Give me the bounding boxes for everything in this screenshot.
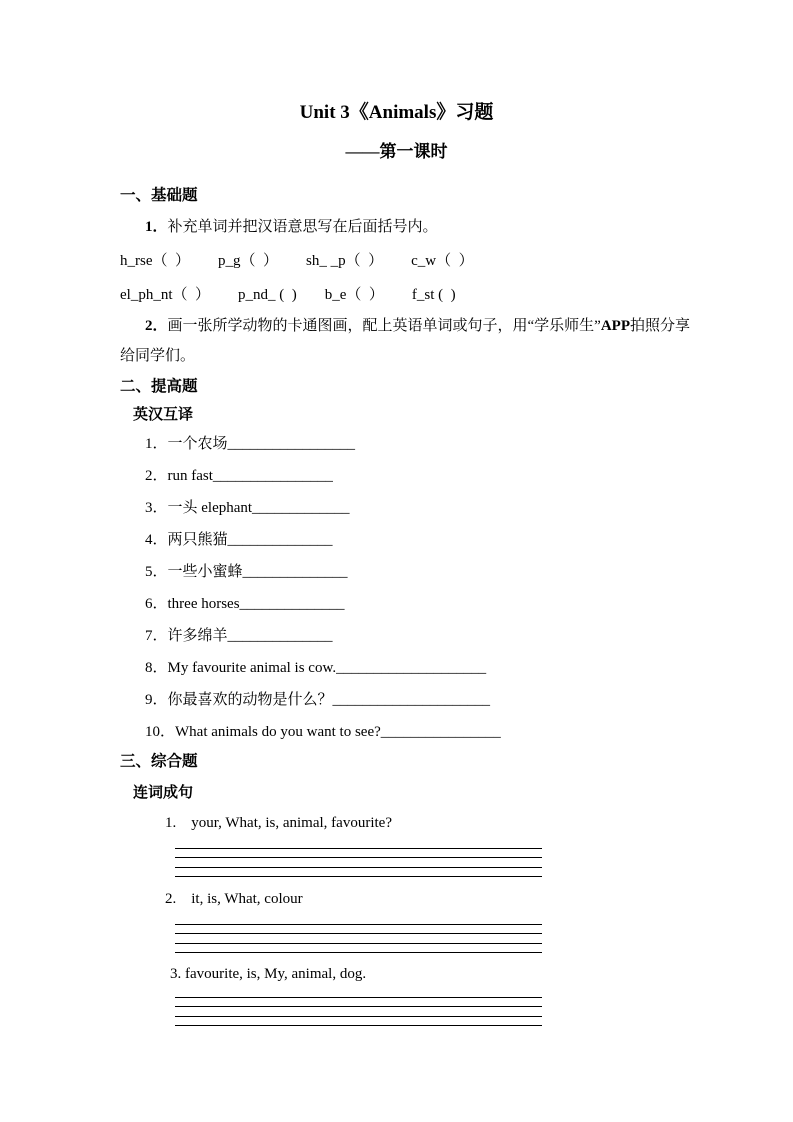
word-blank: f_st ( ) <box>411 287 456 303</box>
section2-heading: 二、提高题 <box>120 378 198 395</box>
translation-item: 3．一头 elephant_____________ <box>145 500 350 516</box>
page-subtitle: ——第一课时 <box>345 142 448 161</box>
translation-item: 10．What animals do you want to see?________________ <box>145 724 501 740</box>
section3-subheading: 连词成句 <box>133 785 194 801</box>
sentence-exercise-prompt: 3. favourite, is, My, animal, dog. <box>170 966 367 982</box>
word-blank: h_rse（ ） <box>120 253 190 269</box>
answer-rule-line <box>175 925 542 935</box>
word-blank: p_nd_ ( ) <box>238 287 297 303</box>
answer-rule-line <box>175 944 542 954</box>
answer-rule-line <box>175 988 542 998</box>
answer-rule-line <box>175 868 542 878</box>
question2-number: 2． <box>145 318 168 334</box>
translation-item: 2．run fast________________ <box>145 468 333 484</box>
word-blank: c_w（ ） <box>411 253 474 269</box>
section1-question1 <box>145 217 793 237</box>
translation-item: 8．My favourite animal is cow.____________________ <box>145 660 487 676</box>
page-title: Unit 3《Animals》习题 <box>299 102 494 123</box>
answer-rule-line <box>175 849 542 859</box>
translation-item: 6．three horses______________ <box>145 596 345 612</box>
answer-rule-line <box>175 839 542 849</box>
sentence-exercise-prompt: 1. your, What, is, animal, favourite? <box>165 815 392 831</box>
answer-rule-line <box>175 1017 542 1027</box>
answer-lines-group <box>175 915 542 953</box>
word-blank: p_g（ ） <box>218 253 279 269</box>
word-blank: el_ph_nt（ ） <box>120 287 210 303</box>
section1-question2 <box>145 316 793 336</box>
fill-blank-words-row2 <box>120 285 793 305</box>
question2-continuation: 给同学们。 <box>120 348 196 364</box>
sentence-exercise-prompt: 2. it, is, What, colour <box>165 891 303 907</box>
answer-lines-group <box>175 839 542 877</box>
answer-rule-line <box>175 1007 542 1017</box>
answer-rule-line <box>175 998 542 1008</box>
translation-item: 5．一些小蜜蜂______________ <box>145 564 348 580</box>
word-blank: sh_ _p（ ） <box>306 253 384 269</box>
question2-text-part2: 拍照分享 <box>630 318 691 334</box>
translation-item: 4．两只熊猫______________ <box>145 532 333 548</box>
translation-item: 9．你最喜欢的动物是什么？_____________________ <box>145 692 491 708</box>
question1-number: 1． <box>145 219 168 235</box>
section3-heading: 三、综合题 <box>120 753 198 770</box>
section2-subheading: 英汉互译 <box>133 407 194 423</box>
section1-heading: 一、基础题 <box>120 187 198 204</box>
answer-rule-line <box>175 934 542 944</box>
question1-text: 补充单词并把汉语意思写在后面括号内。 <box>167 219 438 235</box>
question2-app-bold: APP <box>600 318 631 334</box>
answer-rule-line <box>175 915 542 925</box>
answer-rule-line <box>175 858 542 868</box>
fill-blank-words-row1 <box>120 251 793 271</box>
question2-text-part1: 画一张所学动物的卡通图画，配上英语单词或句子，用“学乐师生” <box>167 318 601 334</box>
translation-item: 1．一个农场_________________ <box>145 436 356 452</box>
answer-lines-group <box>175 988 542 1026</box>
word-blank: b_e（ ） <box>324 287 384 303</box>
translation-item: 7．许多绵羊______________ <box>145 628 333 644</box>
